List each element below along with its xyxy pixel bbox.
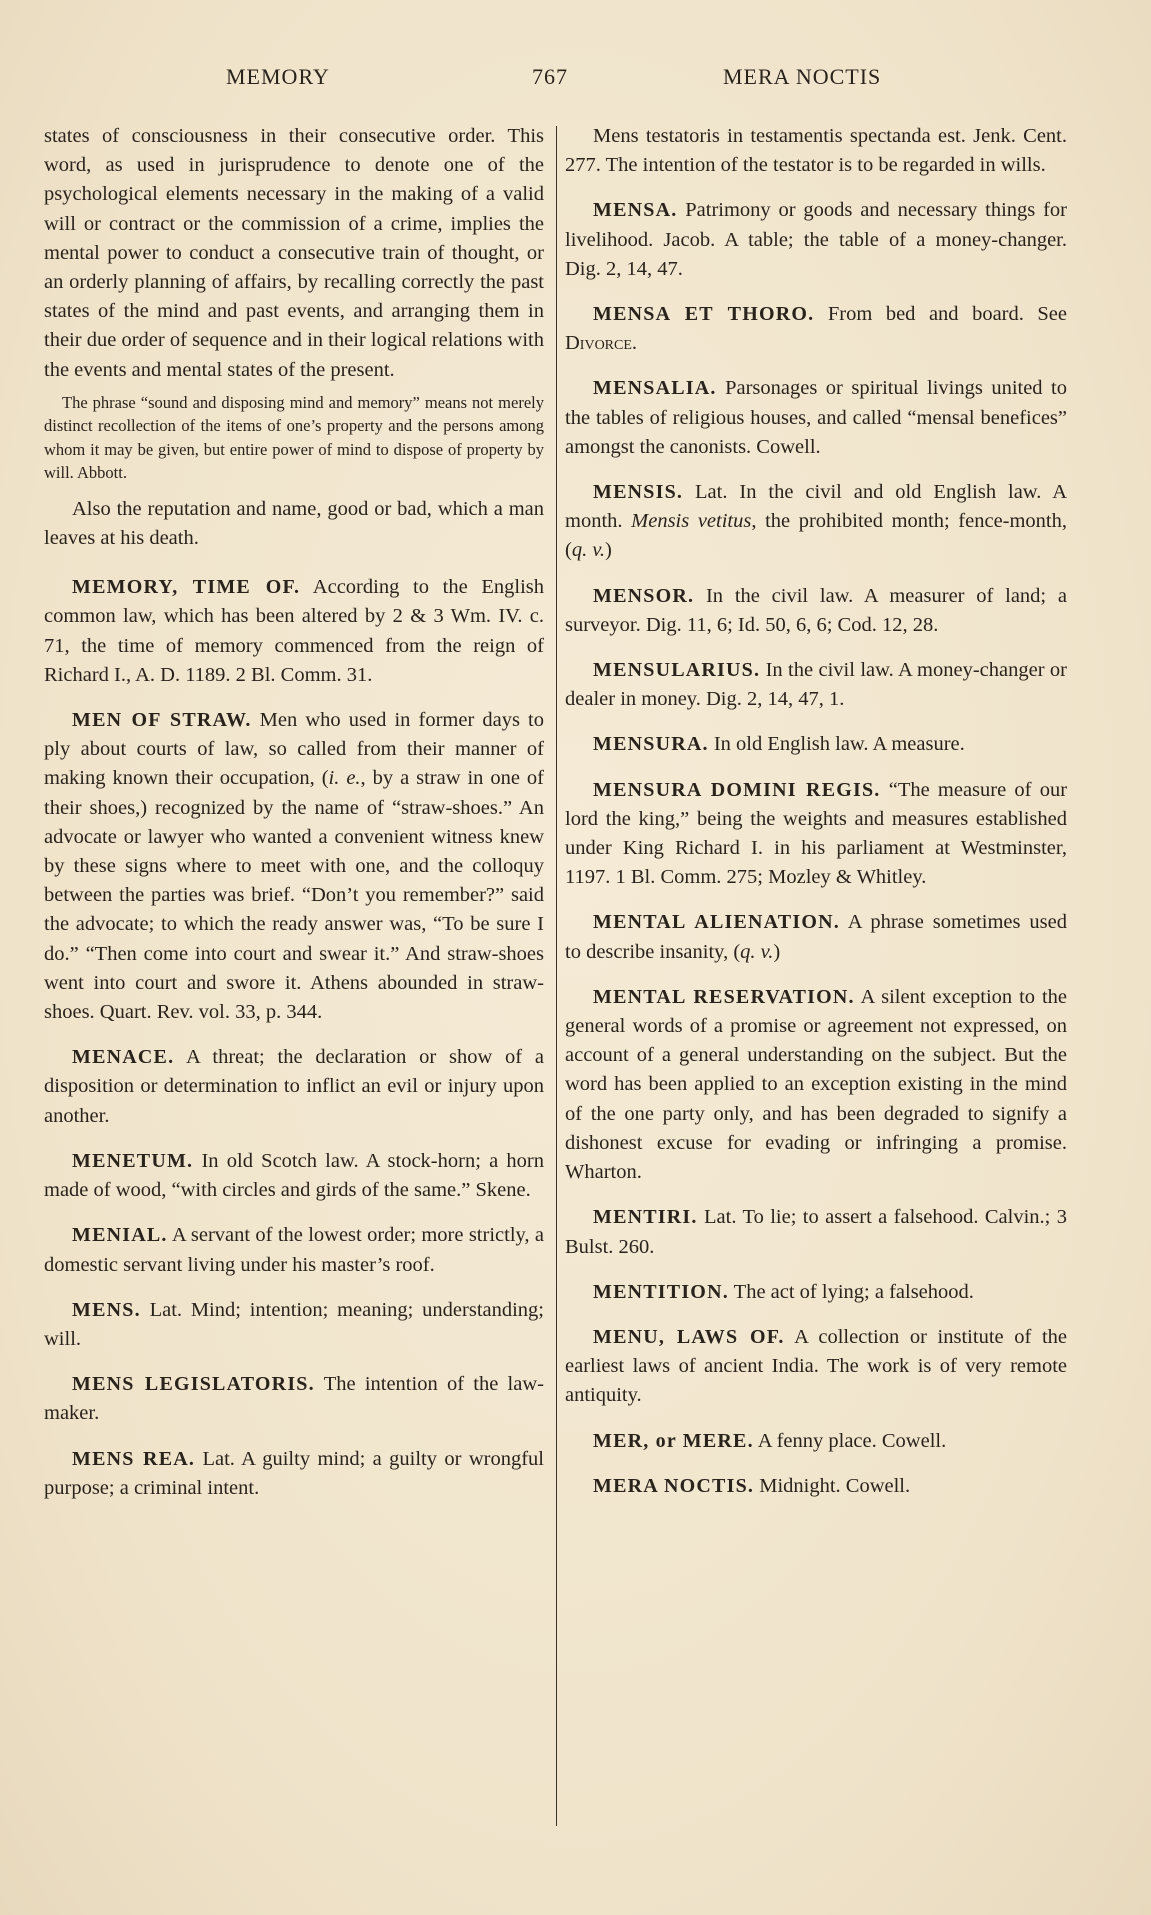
entry-menu-laws-of xyxy=(565,1323,1067,1411)
entry-text: In the civil law. A measurer of land; a surveyor. Dig. 11, 6; Id. 50, 6, 6; Cod. 12, 28. xyxy=(565,584,1067,636)
entry-menial xyxy=(44,1221,544,1279)
entry-menace xyxy=(44,1043,544,1131)
entry-text: . xyxy=(631,332,638,355)
headword: MENACE. xyxy=(72,1046,175,1069)
note-text: The phrase “sound and disposing mind and memory” means not merely distinct recollection of the items of one’s property and the persons among whom it may be given, but entire power of mind to dispose of property by will. Abbott. xyxy=(44,392,544,483)
entry-text: Midnight. Cowell. xyxy=(759,1474,911,1497)
header-left-word: MEMORY xyxy=(226,64,330,89)
running-header xyxy=(40,64,1111,104)
entry-text: Lat. To lie; to assert a falsehood. Calvin.; 3 Bulst. 260. xyxy=(565,1206,1068,1258)
headword: MENS LEGISLATORIS. xyxy=(72,1373,315,1396)
entry-menetum xyxy=(44,1147,544,1205)
headword: MENIAL. xyxy=(72,1224,168,1247)
entry-mera-noctis xyxy=(565,1472,1067,1501)
headword: MENTAL RESERVATION. xyxy=(593,985,855,1008)
headword: MENSA ET THORO. xyxy=(593,303,815,326)
headword: MENTAL ALIENATION. xyxy=(593,911,840,934)
headword: MENSULARIUS. xyxy=(593,659,761,682)
entry-text: In old Scotch law. A stock-horn; a horn made of wood, “with circles and girds of the same.” Skene. xyxy=(44,1149,544,1202)
entry-text: A phrase sometimes used to describe insanity, ( xyxy=(565,911,1067,963)
entry-mens xyxy=(44,1296,544,1354)
headword: MENU, LAWS OF. xyxy=(593,1325,785,1348)
right-column xyxy=(565,122,1067,1517)
headword: MENSA. xyxy=(593,199,678,222)
entry-text: A fenny place. Cowell. xyxy=(757,1429,947,1452)
header-right-word: MERA NOCTIS xyxy=(723,64,882,89)
headword: MENSURA. xyxy=(593,733,709,756)
headword: MEMORY, TIME OF. xyxy=(72,576,301,599)
headword: MENSIS. xyxy=(593,481,684,504)
entry-mentiri xyxy=(565,1203,1067,1261)
entry-text: From bed and board. See xyxy=(827,303,1067,326)
entry-italic: i. e. xyxy=(328,767,361,790)
entry-text: A threat; the declaration or show of a disposition or determination to inflict an evil or injury upon another. xyxy=(44,1046,544,1127)
entry-mensa xyxy=(565,196,1067,284)
left-column xyxy=(44,122,544,1519)
cross-reference: Divorce xyxy=(565,332,632,355)
entry-mensularius xyxy=(565,656,1067,714)
entry-text: ) xyxy=(605,539,612,562)
entry-memory-time-of xyxy=(44,573,544,690)
entry-mer-or-mere xyxy=(565,1427,1067,1456)
entry-text: In the civil law. A money-changer or dealer in money. Dig. 2, 14, 47, 1. xyxy=(565,659,1067,711)
headword: MERA NOCTIS. xyxy=(593,1474,755,1497)
headword: MENTITION. xyxy=(593,1280,729,1303)
entry-mensis xyxy=(565,478,1067,566)
headword: MENTIRI. xyxy=(593,1206,698,1229)
entry-text: The intention of the law-maker. xyxy=(44,1373,544,1425)
entry-text: The act of lying; a falsehood. xyxy=(733,1280,974,1303)
entry-italic: q. v. xyxy=(740,940,774,963)
entry-text: Patrimony or goods and necessary things for livelihood. Jacob. A table; the table of a money-changer. Dig. 2, 14, 47. xyxy=(565,199,1067,280)
entry-text: In old English law. A measure. xyxy=(713,733,965,756)
entry-mensa-et-thoro xyxy=(565,300,1067,358)
entry-text: Lat. A guilty mind; a guilty or wrongful purpose; a criminal intent. xyxy=(44,1447,545,1499)
entry-men-of-straw xyxy=(44,706,544,1027)
entry-mentition xyxy=(565,1278,1067,1307)
entry-mental-alienation xyxy=(565,908,1067,966)
headword: MENSURA DOMINI REGIS. xyxy=(593,778,881,801)
entry-memory-also xyxy=(44,495,544,553)
entry-mens-rea xyxy=(44,1445,544,1503)
entry-text: , the prohibited month; fence-month, ( xyxy=(565,510,1068,562)
entry-text: ) xyxy=(773,940,781,963)
column-divider xyxy=(556,126,557,1826)
entry-text: Lat. In the civil and old English law. A month. xyxy=(565,481,1068,533)
headword: MENSOR. xyxy=(593,584,695,607)
entry-text: Parsonages or spiritual livings united to the tables of religious houses, and called “mensal benefices” amongst the canonists. Cowell. xyxy=(565,377,1067,458)
entry-text: states of consciousness in their consecutive order. This word, as used in jurisprudence to denote one of the psychological elements necessary in the making of a valid will or contract or the commission of a crime, implies the mental power to conduct a consecutive train of thought, or an orderly planning of affairs, by recalling correctly the past states of the mind and past events, and arranging them in their due order of sequence and in their logical relations with the events and mental states of the present. xyxy=(44,125,544,381)
entry-mental-reservation xyxy=(565,983,1067,1187)
entry-text: “The measure of our lord the king,” being the weights and measures established under King Richard I. in his parliament at Westminster, 1197. 1 Bl. Comm. 275; Mozley & Whitley. xyxy=(565,778,1068,889)
entry-text: Also the reputation and name, good or bad, which a man leaves at his death. xyxy=(44,497,544,550)
entry-mensura xyxy=(565,730,1067,759)
page-number: 767 xyxy=(532,64,568,89)
headword: MENETUM. xyxy=(72,1149,194,1172)
entry-text: According to the English common law, which has been altered by 2 & 3 Wm. IV. c. 71, the time of memory commenced from the reign of Richard I., A. D. 1189. 2 Bl. Comm. 31. xyxy=(44,576,544,686)
headword: MENSALIA. xyxy=(593,377,717,400)
entry-text: A servant of the lowest order; more strictly, a domestic servant living under his master’s roof. xyxy=(44,1224,544,1276)
entry-text: Men who used in former days to ply about courts of law, so called from their manner of making known their occupation, ( xyxy=(44,709,545,790)
entry-text: Lat. Mind; intention; meaning; understanding; will. xyxy=(44,1298,545,1350)
headword: MENS REA. xyxy=(72,1447,196,1470)
entry-mensura-domini-regis xyxy=(565,776,1067,893)
entry-mensalia xyxy=(565,374,1067,462)
entry-text: Mens testatoris in testamentis spectanda est. Jenk. Cent. 277. The intention of the testator is to be regarded in wills. xyxy=(565,125,1067,177)
entry-mens-legislatoris xyxy=(44,1370,544,1428)
entry-text: A collection or institute of the earliest laws of ancient India. The work is of very remote antiquity. xyxy=(565,1325,1068,1407)
entry-text: , by a straw in one of their shoes,) recognized by the name of “straw-shoes.” An advocate or lawyer who wanted a convenient witness knew by these signs where to meet with one, and the colloquy between the parties was brief. “Don’t you remember?” said the advocate; to which the ready answer was, “To be sure I do.” “Then come into court and swear it.” And straw-shoes went into court and swore it. Athens abounded in straw-shoes. Quart. Rev. vol. 33, p. 344. xyxy=(44,767,544,1024)
entry-italic: q. v. xyxy=(571,539,606,562)
entry-memory-continued xyxy=(44,122,544,385)
entry-text: A silent exception to the general words of a promise or agreement not expressed, on account of a general understanding on the subject. But the word has been applied to an exception existing in the mind of the one party only, and has been degraded to signify a dishonest excuse for evading or infringing a promise. Wharton. xyxy=(565,985,1067,1184)
headword: MER, or MERE. xyxy=(593,1429,754,1452)
headword: MEN OF STRAW. xyxy=(72,709,252,732)
headword: MENS. xyxy=(72,1298,141,1321)
entry-italic: Mensis vetitus xyxy=(631,510,752,533)
entry-memory-note xyxy=(44,391,544,485)
entry-mens-testatoris xyxy=(565,122,1067,180)
entry-mensor xyxy=(565,582,1067,640)
